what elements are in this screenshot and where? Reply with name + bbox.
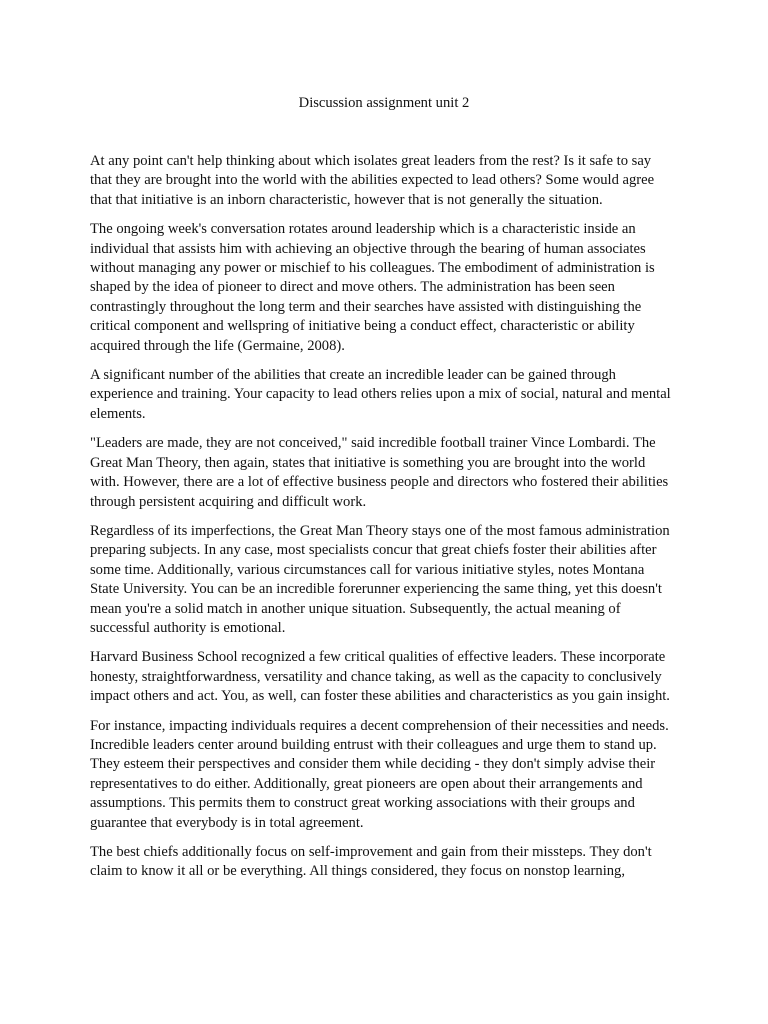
document-body — [90, 152, 676, 892]
paragraph-6: Harvard Business School recognized a few critical qualities of effective leaders. These incorporate honesty, straightforwardness, versatility and chance taking, as well as the capacity to conclusively impact others and act. You, as well, can foster these abilities and characteristics as you gain insight. — [90, 649, 670, 705]
paragraph-8: The best chiefs additionally focus on self-improvement and gain from their missteps. They don't claim to know it all or be everything. All things considered, they focus on nonstop learning, — [90, 844, 652, 880]
paragraph-4: "Leaders are made, they are not conceived," said incredible football trainer Vince Lombardi. The Great Man Theory, then again, states that initiative is something you are brought into the world with. However, there are a lot of effective business people and directors who fostered their abilities through persistent acquiring and difficult work. — [90, 435, 669, 510]
paragraph-1: At any point can't help thinking about which isolates great leaders from the rest? Is it safe to say that they are brought into the world with the abilities expected to lead others? Some would agree that that initiative is an inborn characteristic, however that is not generally the situation. — [90, 153, 655, 208]
paragraph-7: For instance, impacting individuals requires a decent comprehension of their necessities and needs. Incredible leaders center around building entrust with their colleagues and urge them to stand up. They esteem their perspectives and consider them while deciding - they don't simply advise their representatives to do either. Additionally, great pioneers are open about their arrangements and assumptions. This permits them to construct great working associations with their groups and guarantee that everybody is in total agreement. — [90, 717, 669, 831]
paragraph-5: Regardless of its imperfections, the Great Man Theory stays one of the most famous administration preparing subjects. In any case, most specialists concur that great chiefs foster their abilities after some time. Additionally, various circumstances call for various initiative styles, notes Montana State University. You can be an incredible forerunner experiencing the same thing, yet this doesn't mean you're a solid match in another unique situation. Subsequently, the actual meaning of successful authority is emotional. — [90, 522, 670, 636]
document-title: Discussion assignment unit 2 — [298, 95, 470, 111]
paragraph-2: The ongoing week's conversation rotates around leadership which is a characteristic inside an individual that assists him with achieving an objective through the bearing of human associates without managing any power or mischief to his colleagues. The embodiment of administration is shaped by the idea of pioneer to direct and move others. The administration has been seen contrastingly throughout the long term and their searches have assisted with distinguishing the critical component and wellspring of initiative being a conduct effect, characteristic or ability acquired through the life (Germaine, 2008). — [90, 221, 655, 354]
paragraph-3: A significant number of the abilities that create an incredible leader can be gained through experience and training. Your capacity to lead others relies upon a mix of social, natural and mental elements. — [90, 367, 671, 422]
